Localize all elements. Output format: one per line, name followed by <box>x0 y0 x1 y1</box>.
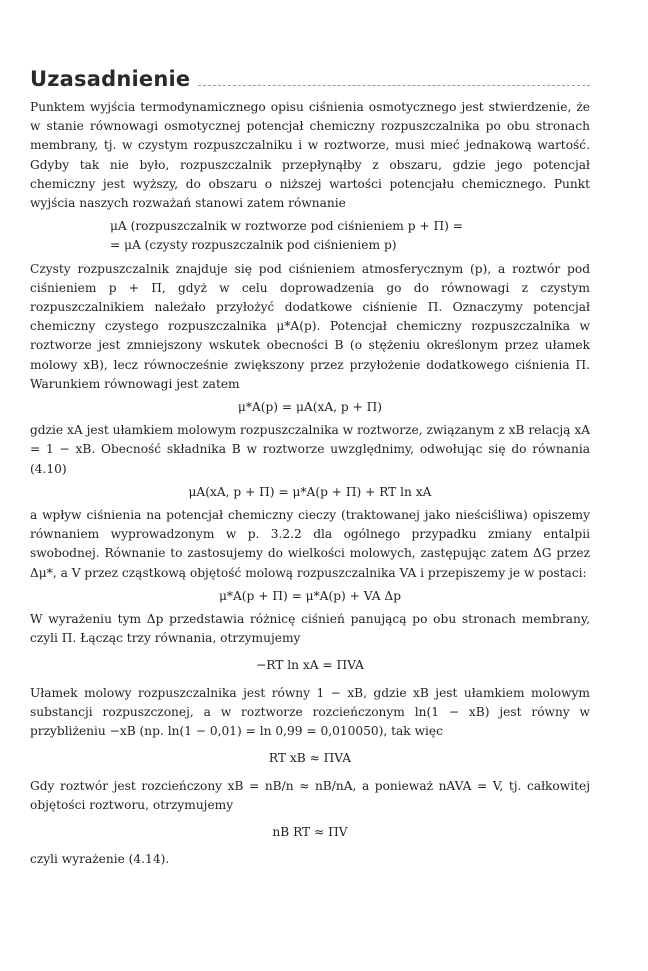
equation-1b: = μA (czysty rozpuszczalnik pod ciśnieniem p) <box>110 238 397 253</box>
paragraph-1: Punktem wyjścia termodynamicznego opisu ciśnienia osmotycznego jest stwierdzenie, że w stanie równowagi osmotycznej potencjał chemiczny rozpuszczalnika po obu stronach membrany, tj. w czystym rozpuszczalniku i w roztworze, musi mieć jednakową wartość. Gdyby tak nie było, rozpuszczalnik przepłynąłby z obszaru, gdzie jego potencjał chemiczny jest wyższy, do obszaru o niższej wartości potencjału chemicznego. Punkt wyjścia naszych rozważań stanowi zatem równanie <box>30 100 590 211</box>
equation-5: −RT ln xA = ΠVA <box>256 658 364 673</box>
paragraph-3: gdzie xA jest ułamkiem molowym rozpuszczalnika w roztworze, związanym z xB relacją xA = 1 − xB. Obecność składnika B w roztworze uwzględnimy, odwołując się do równania (4.10) <box>30 423 590 476</box>
section-heading: Uzasadnienie <box>30 67 191 91</box>
equation-6: RT xB ≈ ΠVA <box>268 751 352 766</box>
equation-4: μ*A(p + Π) = μ*A(p) + VA Δp <box>218 588 401 603</box>
equation-2: μ*A(p) = μA(xA, p + Π) <box>237 400 383 415</box>
heading-row <box>30 60 590 90</box>
paragraph-8: czyli wyrażenie (4.14). <box>30 852 170 867</box>
paragraph-2: Czysty rozpuszczalnik znajduje się pod ciśnieniem atmosferycznym (p), a roztwór pod ciśnieniem p + Π, gdyż w celu doprowadzenia go do równowagi z czystym rozpuszczalnikiem należało przyłożyć dodatkowe ciśnienie Π. Oznaczymy potencjał chemiczny czystego rozpuszczalnika μ*A(p). Potencjał chemiczny rozpuszczalnika w roztworze jest zmniejszony wskutek obecności B (o stężeniu określonym przez ułamek molowy xB), lecz równocześnie zwiększony przez przyłożenie dodatkowego ciśnienia Π. Warunkiem równowagi jest zatem <box>30 261 590 391</box>
page <box>30 60 590 869</box>
paragraph-5: W wyrażeniu tym Δp przedstawia różnicę ciśnień panującą po obu stronach membrany, czyli Π. Łącząc trzy równania, otrzymujemy <box>30 612 590 646</box>
heading-rule <box>198 85 590 86</box>
paragraph-4: a wpływ ciśnienia na potencjał chemiczny cieczy (traktowanej jako nieściśliwa) opiszemy równaniem wyprowadzonym w p. 3.2.2 dla ogólnego przypadku zmiany entalpii swobodnej. Równanie to zastosujemy do wielkości molowych, zastępując zatem ΔG przez Δμ*, a V przez cząstkową objętość molową rozpuszczalnika VA i przepiszemy je w postaci: <box>30 508 590 580</box>
equation-1a: μA (rozpuszczalnik w roztworze pod ciśnieniem p + Π) = <box>110 219 463 234</box>
paragraph-6: Ułamek molowy rozpuszczalnika jest równy 1 − xB, gdzie xB jest ułamkiem molowym substancji rozpuszczonej, a w roztworze rozcieńczonym ln(1 − xB) jest równy w przybliżeniu −xB (np. ln(1 − 0,01) = ln 0,99 = 0,010050), tak więc <box>30 685 590 739</box>
equation-7: nB RT ≈ ΠV <box>272 824 348 839</box>
equation-3: μA(xA, p + Π) = μ*A(p + Π) + RT ln xA <box>188 484 432 499</box>
paragraph-7: Gdy roztwór jest rozcieńczony xB = nB/n ≈ nB/nA, a ponieważ nAVA = V, tj. całkowitej objętości roztworu, otrzymujemy <box>30 778 590 812</box>
